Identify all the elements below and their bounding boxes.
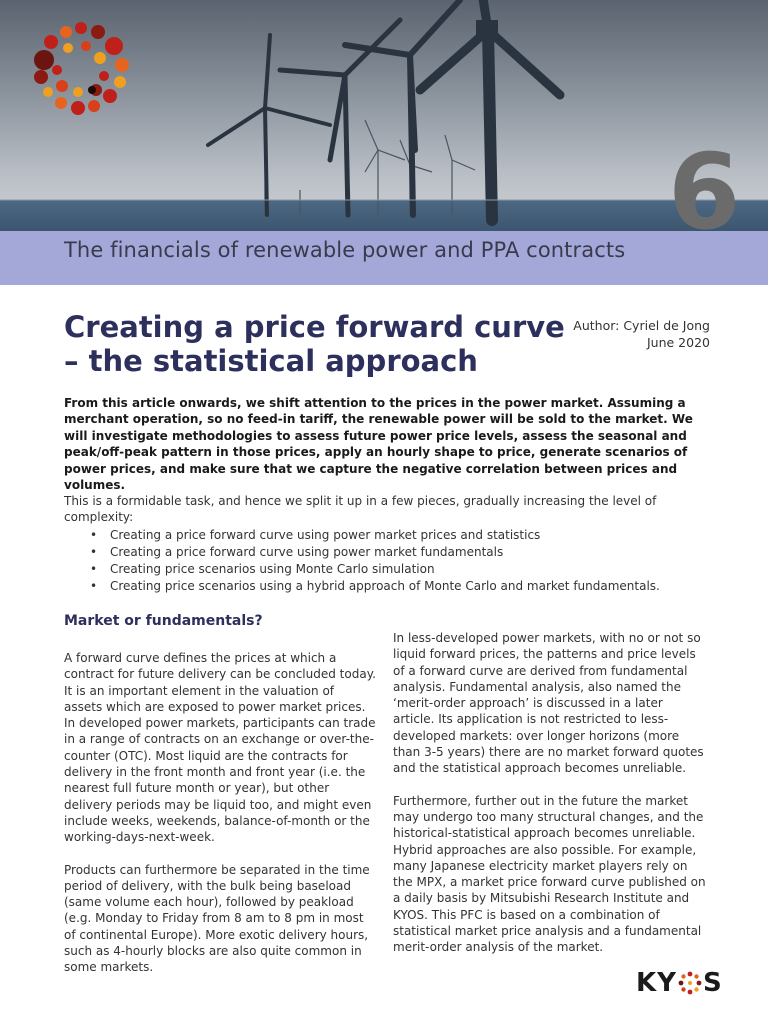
- right-column: [393, 630, 706, 972]
- series-logo: [26, 20, 136, 120]
- hero-photo: [0, 0, 768, 231]
- left-column: [64, 650, 376, 992]
- issue-number: 6: [668, 131, 739, 253]
- list-item: • Creating a price forward curve using power market prices and statistics: [90, 527, 660, 544]
- intro-paragraph: From this article onwards, we shift attention to the prices in the power market. Assuming a merchant operation, so no feed-in tariff, the renewable power will be sold to the market. We will investigate methodologies to assess future power price levels, assess the seasonal and peak/off-peak pattern in those prices, apply an hourly shape to price, generate scenarios of power prices, and make sure that we capture the negative correlation between prices and volumes.: [64, 396, 693, 493]
- body-paragraph: In less-developed power markets, with no or not so liquid forward prices, the patterns and price levels of a forward curve are derived from fundamental analysis. Fundamental analysis, also named the ‘merit-order approach’ is discussed in a later article. Its application is not restricted to less-developed markets: over longer horizons (more than 3-5 years) there are no market forward quotes and the statistical approach becomes unreliable.: [393, 631, 704, 776]
- series-title: The financials of renewable power and PPA contracts: [64, 238, 626, 262]
- section-heading: Market or fundamentals?: [64, 613, 263, 629]
- kyos-logo-left: KY: [636, 968, 677, 998]
- topic-list: [90, 527, 660, 595]
- body-paragraph: A forward curve defines the prices at which a contract for future delivery can be concluded today. It is an important element in the valuation of assets which are exposed to power market prices. In developed power markets, participants can trade in a range of contracts on an exchange or over-the-counter (OTC). Most liquid are the contracts for delivery in the front month and front year (i.e. the nearest full future month or year), but other delivery periods may be liquid too, and might even include weeks, weekends, balance-of-month or the working-days-next-week.: [64, 651, 376, 845]
- kyos-logo-right: S: [702, 968, 723, 998]
- list-item: • Creating a price forward curve using power market fundamentals: [90, 544, 660, 561]
- publication-date: June 2020: [646, 335, 710, 350]
- kyos-o-dots-icon: [678, 971, 702, 995]
- body-paragraph: Furthermore, further out in the future the market may undergo too many structural changes, and the historical-statistical approach becomes unreliable. Hybrid approaches are also possible. For example, many Japanese electricity market players rely on the MPX, a market price forward curve published on a daily basis by Mitsubishi Research Institute and KYOS. This PFC is based on a combination of statistical market price analysis and a fundamental merit-order analysis of the market.: [393, 793, 706, 955]
- list-item: • Creating price scenarios using Monte Carlo simulation: [90, 561, 660, 578]
- kyos-logo: [636, 968, 723, 998]
- author-block: [573, 317, 710, 351]
- list-item: • Creating price scenarios using a hybrid approach of Monte Carlo and market fundamentals.: [90, 578, 660, 595]
- article-title-line-1: Creating a price forward curve: [64, 310, 565, 344]
- author: Author: Cyriel de Jong: [573, 318, 710, 333]
- article-title-line-2: – the statistical approach: [64, 344, 478, 378]
- body-paragraph: Products can furthermore be separated in the time period of delivery, with the bulk being baseload (same volume each hour), followed by peakload (e.g. Monday to Friday from 8 am to 8 pm in most of continental Europe). More exotic delivery hours, such as 4-hourly blocks are also quite common in some markets.: [64, 862, 370, 975]
- lead-paragraph: This is a formidable task, and hence we split it up in a few pieces, gradually increasing the level of complexity:: [64, 494, 657, 525]
- article-title: [64, 310, 565, 378]
